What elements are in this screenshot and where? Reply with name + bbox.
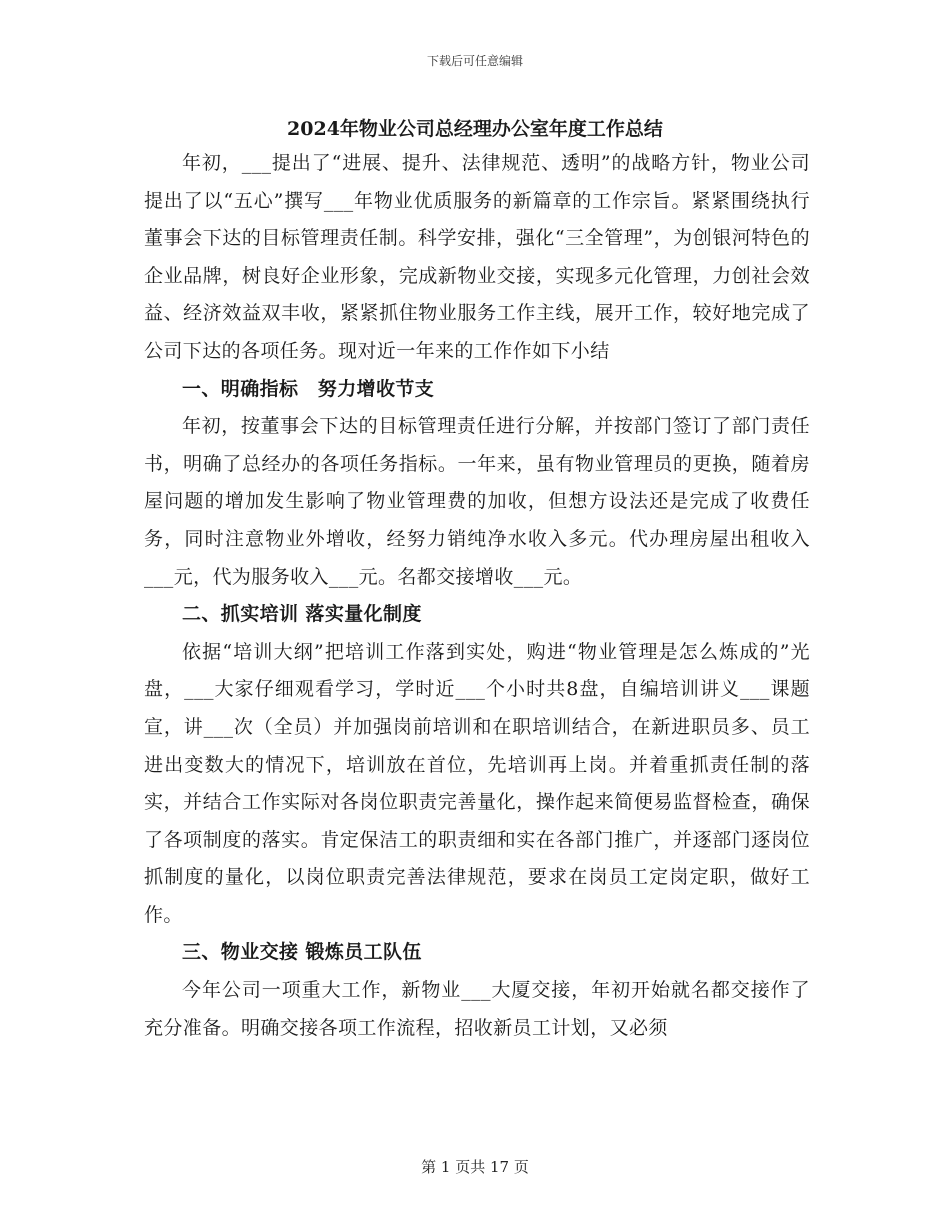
intro-paragraph: 年初，___提出了“进展、提升、法律规范、透明”的战略方针，物业公司提出了以“五心”撰写___年物业优质服务的新篇章的工作宗旨。紧紧围绕执行董事会下达的目标管理责任制。科学安排，强化“三全管理”，为创银河特色的企业品牌，树良好企业形象，完成新物业交接，实现多元化管理，力创社会效益、经济效益双丰收，紧紧抓住物业服务工作主线，展开工作，较好地完成了公司下达的各项任务。现对近一年来的工作作如下小结: [144, 152, 810, 362]
section-2-heading: 二、抓实培训 落实量化制度: [182, 603, 422, 626]
section-1-paragraph: 年初，按董事会下达的目标管理责任进行分解，并按部门签订了部门责任书，明确了总经办的各项任务指标。一年来，虽有物业管理员的更换，随着房屋问题的增加发生影响了物业管理费的加收，但想方设法还是完成了收费任务，同时注意物业外增收，经努力销纯净水收入多元。代办理房屋出租收入___元，代为服务收入___元。名都交接增收___元。: [144, 415, 810, 588]
page-number-footer: 第 1 页共 17 页: [421, 1158, 529, 1176]
section-2-paragraph: 依据“培训大纲”把培训工作落到实处，购进“物业管理是怎么炼成的”光盘，___大家仔细观看学习，学时近___个小时共8盘，自编培训讲义___课题宣，讲___次（全员）并加强岗前培训和在职培训结合，在新进职员多、员工进出变数大的情况下，培训放在首位，先培训再上岗。并着重抓责任制的落实，并结合工作实际对各岗位职责完善量化，操作起来简便易监督检查，确保了各项制度的落实。肯定保洁工的职责细和实在各部门推广，并逐部门逐岗位抓制度的量化，以岗位职责完善法律规范，要求在岗员工定岗定职，做好工作。: [144, 640, 810, 926]
document-body: [144, 145, 810, 1047]
section-3-paragraph: 今年公司一项重大工作，新物业___大厦交接，年初开始就名都交接作了充分准备。明确交接各项工作流程，招收新员工计划，又必须: [144, 979, 810, 1039]
section-1-heading: 一、明确指标 努力增收节支: [182, 377, 435, 400]
section-3-heading: 三、物业交接 锻炼员工队伍: [182, 941, 422, 964]
page-header-note: 下载后可任意编辑: [426, 54, 523, 68]
document-title: 2024年物业公司总经理办公室年度工作总结: [287, 118, 663, 140]
